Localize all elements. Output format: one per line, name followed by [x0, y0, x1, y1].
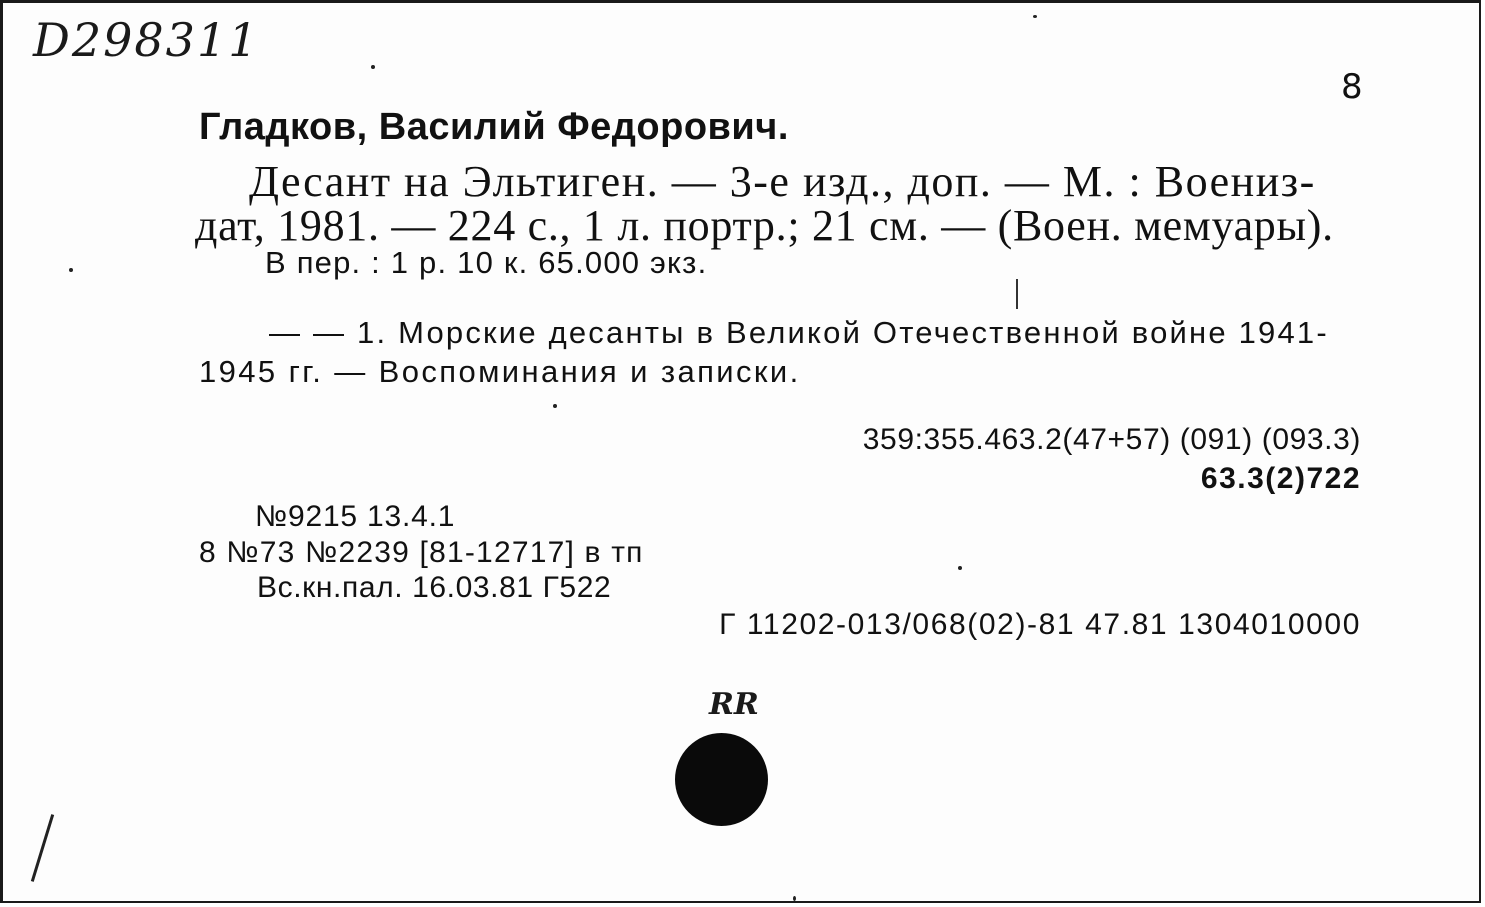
- speck-dot: [793, 896, 796, 901]
- scratch-mark: [1016, 279, 1018, 309]
- punch-hole: [675, 733, 768, 826]
- order-line-2: 8 №73 №2239 [81-12717] в тп: [199, 536, 644, 569]
- speck-dot: [69, 268, 73, 272]
- udc-code: 359:355.463.2(47+57) (091) (093.3): [862, 423, 1361, 456]
- price-line: В пер. : 1 р. 10 к. 65.000 экз.: [265, 245, 708, 280]
- order-line-1: №9215 13.4.1: [255, 500, 456, 533]
- speck-dot: [371, 65, 375, 69]
- handwritten-code: D298311: [33, 13, 260, 67]
- subject-line-2: 1945 гг. — Воспоминания и записки.: [199, 354, 801, 389]
- pencil-stroke: [31, 814, 54, 882]
- index-line: Г 11202-013/068(02)-81 47.81 1304010000: [719, 608, 1361, 641]
- card-number: 8: [1341, 67, 1363, 107]
- speck-dot: [1033, 15, 1037, 18]
- bbk-code: 63.3(2)722: [1200, 462, 1361, 495]
- title-line-1: Десант на Эльтиген. — 3-е изд., доп. — М. : Воениз-: [249, 157, 1316, 206]
- subject-line-1: — — 1. Морские десанты в Великой Отечественной войне 1941-: [269, 315, 1329, 350]
- speck-dot: [553, 404, 557, 408]
- speck-dot: [958, 566, 962, 570]
- handwritten-mark: RR: [709, 687, 759, 722]
- book-chamber-line: Вс.кн.пал. 16.03.81 Г522: [257, 571, 612, 604]
- title-line-2: дат, 1981. — 224 с., 1 л. портр.; 21 см. — (Воен. мемуары).: [195, 201, 1334, 250]
- author-heading: Гладков, Василий Федорович.: [199, 106, 789, 148]
